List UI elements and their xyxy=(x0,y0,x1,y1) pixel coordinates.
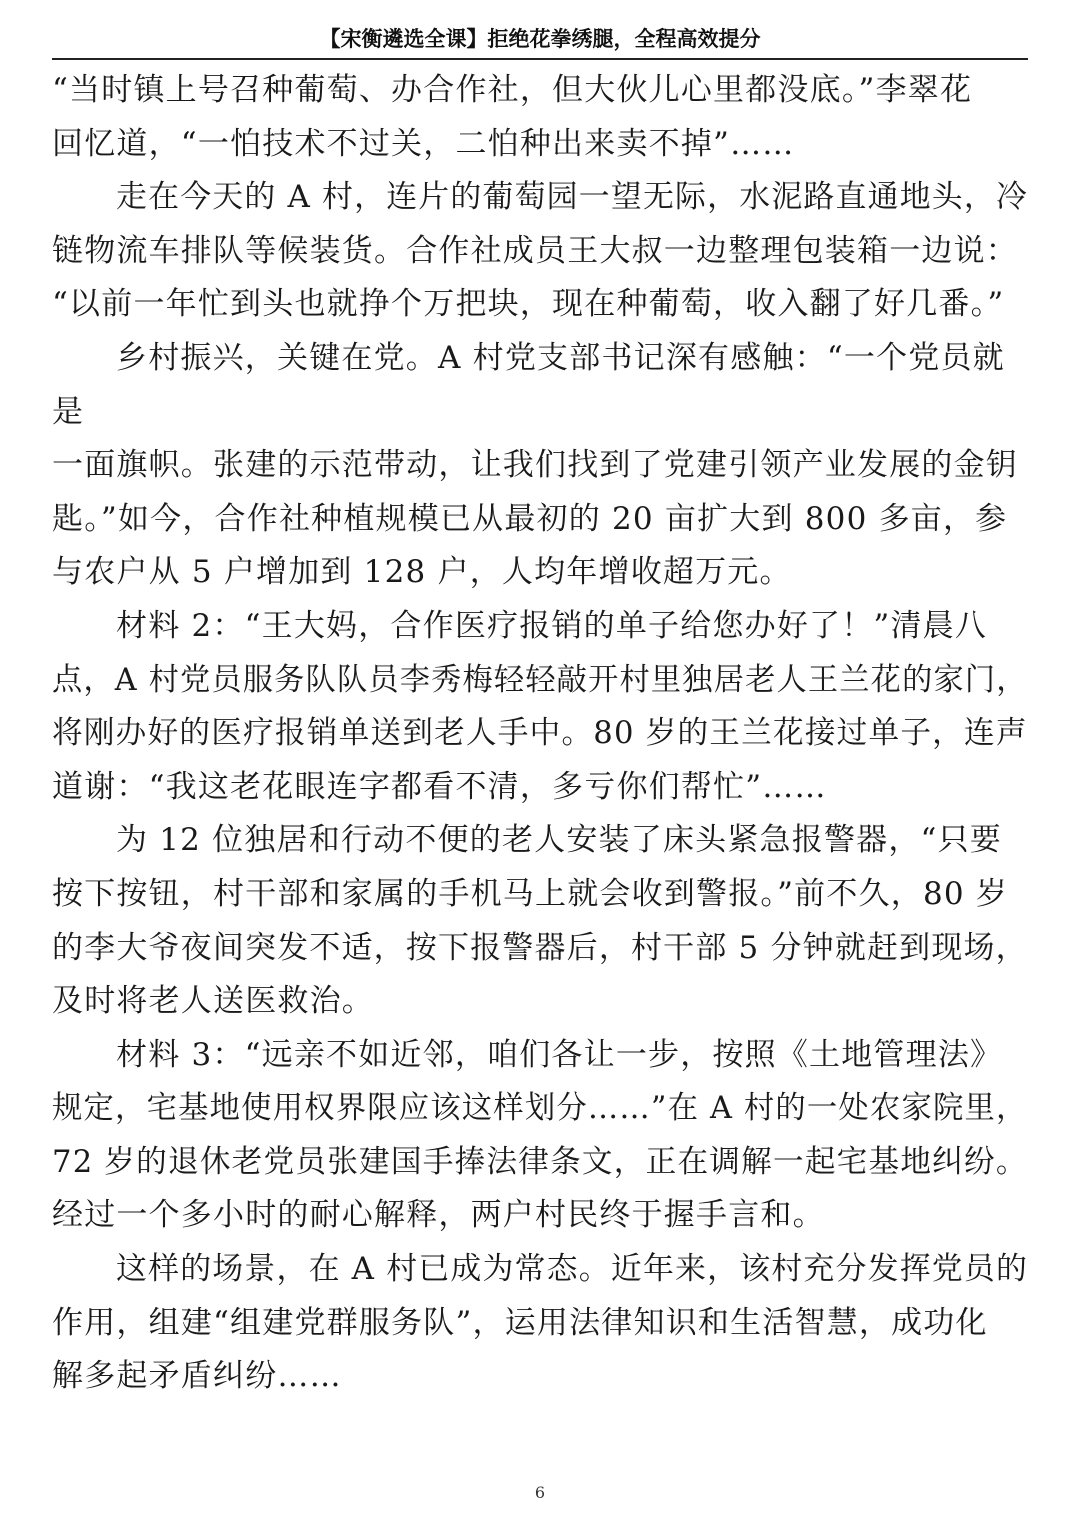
text-line: 走在今天的 A 村，连片的葡萄园一望无际，水泥路直通地头，冷 xyxy=(116,179,1028,216)
text-line: 这样的场景，在 A 村已成为常态。近年来，该村充分发挥党员的 xyxy=(116,1251,1028,1288)
text-line: 链物流车排队等候装货。合作社成员王大叔一边整理包装箱一边说： xyxy=(52,232,1018,269)
text-line: 作用，组建“组建党群服务队”，运用法律知识和生活智慧，成功化 xyxy=(52,1304,988,1341)
text-line: 回忆道，“一怕技术不过关，二怕种出来卖不掉”…… xyxy=(52,125,795,162)
text-line: 72 岁的退休老党员张建国手捧法律条文，正在调解一起宅基地纠纷。 xyxy=(52,1143,1028,1180)
text-line: 点，A 村党员服务队队员李秀梅轻轻敲开村里独居老人王兰花的家门， xyxy=(52,661,1028,698)
text-line: 匙。”如今，合作社种植规模已从最初的 20 亩扩大到 800 多亩，参 xyxy=(52,500,1008,537)
text-line: “当时镇上号召种葡萄、办合作社，但大伙儿心里都没底。”李翠花 xyxy=(52,72,973,108)
text-line: 一面旗帜。张建的示范带动，让我们找到了党建引领产业发展的金钥 xyxy=(52,447,1018,484)
text-line: 规定，宅基地使用权界限应该这样划分……”在 A 村的一处农家院里， xyxy=(52,1090,1028,1127)
text-line: 按下按钮，村干部和家属的手机马上就会收到警报。”前不久，80 岁 xyxy=(52,875,1009,912)
text-line: 材料 3：“远亲不如近邻，咱们各让一步，按照《土地管理法》 xyxy=(116,1036,1003,1073)
text-line: 将刚办好的医疗报销单送到老人手中。80 岁的王兰花接过单子，连声 xyxy=(52,715,1028,752)
text-line: 为 12 位独居和行动不便的老人安装了床头紧急报警器，“只要 xyxy=(116,822,1002,859)
text-line: 是 xyxy=(52,393,85,430)
text-line: 的李大爷夜间突发不适，按下报警器后，村干部 5 分钟就赶到现场， xyxy=(52,929,1028,966)
text-line: 与农户从 5 户增加到 128 户，人均年增收超万元。 xyxy=(52,554,792,591)
text-line: 经过一个多小时的耐心解释，两户村民终于握手言和。 xyxy=(52,1197,825,1234)
text-line: 道谢：“我这老花眼连字都看不清，多亏你们帮忙”…… xyxy=(52,768,827,805)
page-header: 【宋衡遴选全课】拒绝花拳绣腿，全程高效提分 xyxy=(319,27,761,51)
header-divider xyxy=(52,58,1028,60)
text-line: 乡村振兴，关键在党。A 村党支部书记深有感触：“一个党员就 xyxy=(116,339,1005,376)
text-line: 材料 2：“王大妈，合作医疗报销的单子给您办好了！”清晨八 xyxy=(116,607,988,644)
text-line: “以前一年忙到头也就挣个万把块，现在种葡萄，收入翻了好几番。” xyxy=(52,286,1005,323)
page-number: 6 xyxy=(534,1483,546,1502)
text-line: 及时将老人送医救治。 xyxy=(52,983,374,1020)
text-line: 解多起矛盾纠纷…… xyxy=(52,1358,342,1395)
document-body xyxy=(52,64,1028,1404)
